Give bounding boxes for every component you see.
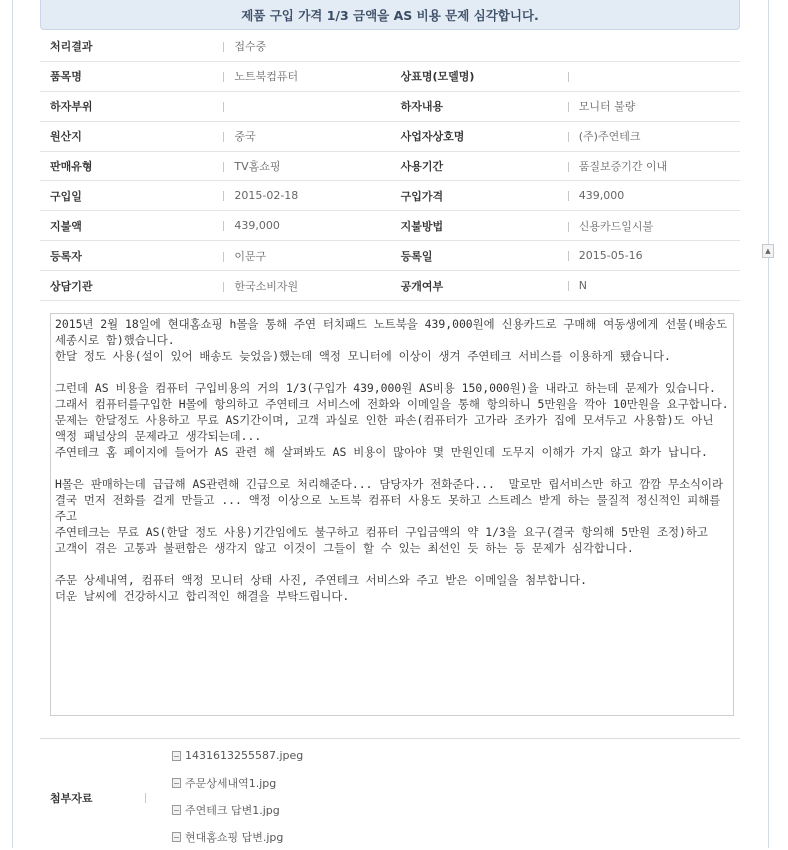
file-icon (172, 778, 181, 788)
label-payment-method: 지불방법 (396, 211, 568, 241)
separator (568, 251, 569, 261)
value-defect-content: 모니터 불량 (578, 100, 636, 114)
value-result: 접수중 (234, 40, 267, 54)
separator (223, 221, 224, 231)
value-registration-date-cell (568, 241, 740, 271)
separator (568, 222, 569, 232)
complaint-title-text: 제품 구입 가격 1/3 금액을 AS 비용 문제 심각합니다. (241, 7, 539, 23)
separator (223, 252, 224, 262)
info-row-purchase (40, 181, 740, 211)
page-frame-left (12, 0, 13, 848)
value-registrant: 이문구 (234, 249, 267, 263)
label-company: 사업자상호명 (396, 121, 568, 151)
label-defect-part: 하자부위 (40, 91, 223, 121)
value-paid-amount: 439,000 (234, 219, 280, 233)
value-paid-amount-cell (223, 211, 395, 241)
value-usage-period-cell (568, 151, 740, 181)
separator (223, 42, 224, 52)
separator (223, 72, 224, 82)
label-origin: 원산지 (40, 121, 223, 151)
attachment-filename[interactable]: 주연테크 답변1.jpg (185, 803, 280, 817)
label-result: 처리결과 (40, 32, 223, 61)
label-registration-date: 등록일 (396, 241, 568, 271)
label-registrant: 등록자 (40, 241, 223, 271)
attachment-item[interactable] (172, 823, 303, 850)
label-agency: 상담기관 (40, 271, 223, 301)
file-icon (172, 832, 181, 842)
value-sales-type: TV홈쇼핑 (234, 160, 281, 173)
label-sales-type: 판매유형 (40, 151, 223, 181)
attachment-list (172, 742, 303, 850)
separator (568, 72, 569, 82)
attachment-filename[interactable]: 1431613255587.jpeg (185, 749, 304, 762)
separator (145, 793, 146, 803)
value-purchase-price-cell (568, 181, 740, 211)
value-result-cell (223, 32, 740, 61)
separator (223, 162, 224, 172)
file-icon (172, 751, 181, 761)
complaint-content-text: 2015년 2월 18일에 현대홈쇼핑 h몰을 통해 주연 터치패드 노트북을 439,000원에 신용카드로 구매해 여동생에게 선물(배송도 세종시로 함)했습니다. 한달 정도 사용(설이 있어 배송도 늦었음)했는데 액정 모니터에 이상이 생겨 주연테크 서비스를 이용하게 됐습니다. 그런데 AS 비용을 컴퓨터 구입비용의 거의 1/3(구입가 439,000원 AS비용 150,000원)을 내라고 하는데 문제가 있습니다. 그래서 컴퓨터를구입한 H몰에 항의하고 주연테크 서비스에 전화와 이메일을 통해 항의하니 5만원을 깍아 10만원을 요구합니다. 문제는 한달정도 사용하고 무료 AS기간이며, 고객 과실로 인한 파손(컴퓨터가 고가라 조카가 집에 모셔두고 사용함)도 아닌 액정 패널상의 문제라고 생각되는데... 주연테크 홈 페이지에 들어가 AS 관련 해 살펴봐도 AS 비용이 많아야 몇 만원인데 도무지 이해가 가지 않고 화가 납니다. H몰은 판매하는데 급급해 AS관련해 긴급으로 처리해준다... 담당자가 전화준다... 말로만 립서비스만 하고 깜깜 무소식이라 결국 먼저 전화를 걸게 만들고 ... 액정 이상으로 노트북 컴퓨터 사용도 못하고 스트레스 받게 하는 물질적 정신적인 피해를 주고 주연테크는 무료 AS(한달 정도 사용)기간임에도 불구하고 컴퓨터 구입금액의 약 1/3을 요구(결국 항의해 5만원 조정)하고 고객이 겪은 고통과 불편함은 생각지 않고 이것이 그들이 할 수 있는 최선인 듯 하는 등 문제가 심각합니다. 주문 상세내역, 컴퓨터 액정 모니터 상태 사진, 주연테크 서비스와 주고 받은 이메일을 첨부합니다. 더운 날씨에 건강하시고 합리적인 해결을 부탁드립니다. (55, 317, 729, 603)
info-row-sales (40, 151, 740, 181)
value-payment-method-cell (568, 211, 740, 241)
value-public: N (578, 279, 587, 293)
attachment-item[interactable] (172, 769, 303, 796)
separator (223, 191, 224, 201)
label-defect-content: 하자내용 (396, 91, 568, 121)
complaint-title (40, 0, 740, 30)
attachment-filename[interactable]: 주문상세내역1.jpg (185, 776, 277, 790)
value-agency: 한국소비자원 (234, 279, 299, 293)
value-origin: 중국 (234, 130, 256, 144)
label-purchase-date: 구입일 (40, 181, 223, 211)
value-product-cell (223, 61, 395, 91)
info-row-result (40, 32, 740, 61)
scroll-up-icon[interactable]: ▲ (762, 244, 774, 258)
value-brand-cell (568, 61, 740, 91)
separator (223, 102, 224, 112)
info-row-payment (40, 211, 740, 241)
value-payment-method: 신용카드일시불 (578, 219, 654, 233)
separator (568, 102, 569, 112)
label-brand: 상표명(모델명) (396, 61, 568, 91)
label-purchase-price: 구입가격 (396, 181, 568, 211)
attachment-filename[interactable]: 현대홈쇼핑 답변.jpg (185, 830, 284, 844)
value-defect-content-cell (568, 91, 740, 121)
value-company: (주)주연테크 (578, 130, 641, 144)
separator (568, 281, 569, 291)
value-company-cell (568, 121, 740, 151)
value-purchase-price: 439,000 (578, 189, 625, 203)
info-row-origin (40, 121, 740, 151)
value-purchase-date: 2015-02-18 (234, 189, 299, 203)
value-public-cell (568, 271, 740, 301)
complaint-content-box[interactable] (50, 313, 734, 716)
value-purchase-date-cell (223, 181, 395, 211)
label-public: 공개여부 (396, 271, 568, 301)
info-row-product (40, 61, 740, 91)
label-product: 품목명 (40, 61, 223, 91)
value-origin-cell (223, 121, 395, 151)
attachment-divider (40, 738, 740, 739)
attachment-item[interactable] (172, 742, 303, 769)
value-agency-cell (223, 271, 395, 301)
label-paid-amount: 지불액 (40, 211, 223, 241)
value-registrant-cell (223, 241, 395, 271)
separator (223, 282, 224, 292)
page-frame-right (768, 0, 769, 848)
value-registration-date: 2015-05-16 (578, 249, 643, 263)
attachment-label: 첨부자료 (50, 792, 93, 805)
info-row-agency (40, 271, 740, 301)
label-usage-period: 사용기간 (396, 151, 568, 181)
value-defect-part-cell (223, 91, 395, 121)
value-sales-type-cell (223, 151, 395, 181)
separator (568, 132, 569, 142)
info-row-registration (40, 241, 740, 271)
file-icon (172, 805, 181, 815)
value-usage-period: 품질보증기간 이내 (578, 160, 668, 173)
separator (568, 162, 569, 172)
info-row-defect (40, 91, 740, 121)
complaint-info-table (40, 32, 740, 301)
separator (223, 132, 224, 142)
attachment-item[interactable] (172, 796, 303, 823)
value-product: 노트북컴퓨터 (234, 70, 299, 84)
separator (568, 191, 569, 201)
